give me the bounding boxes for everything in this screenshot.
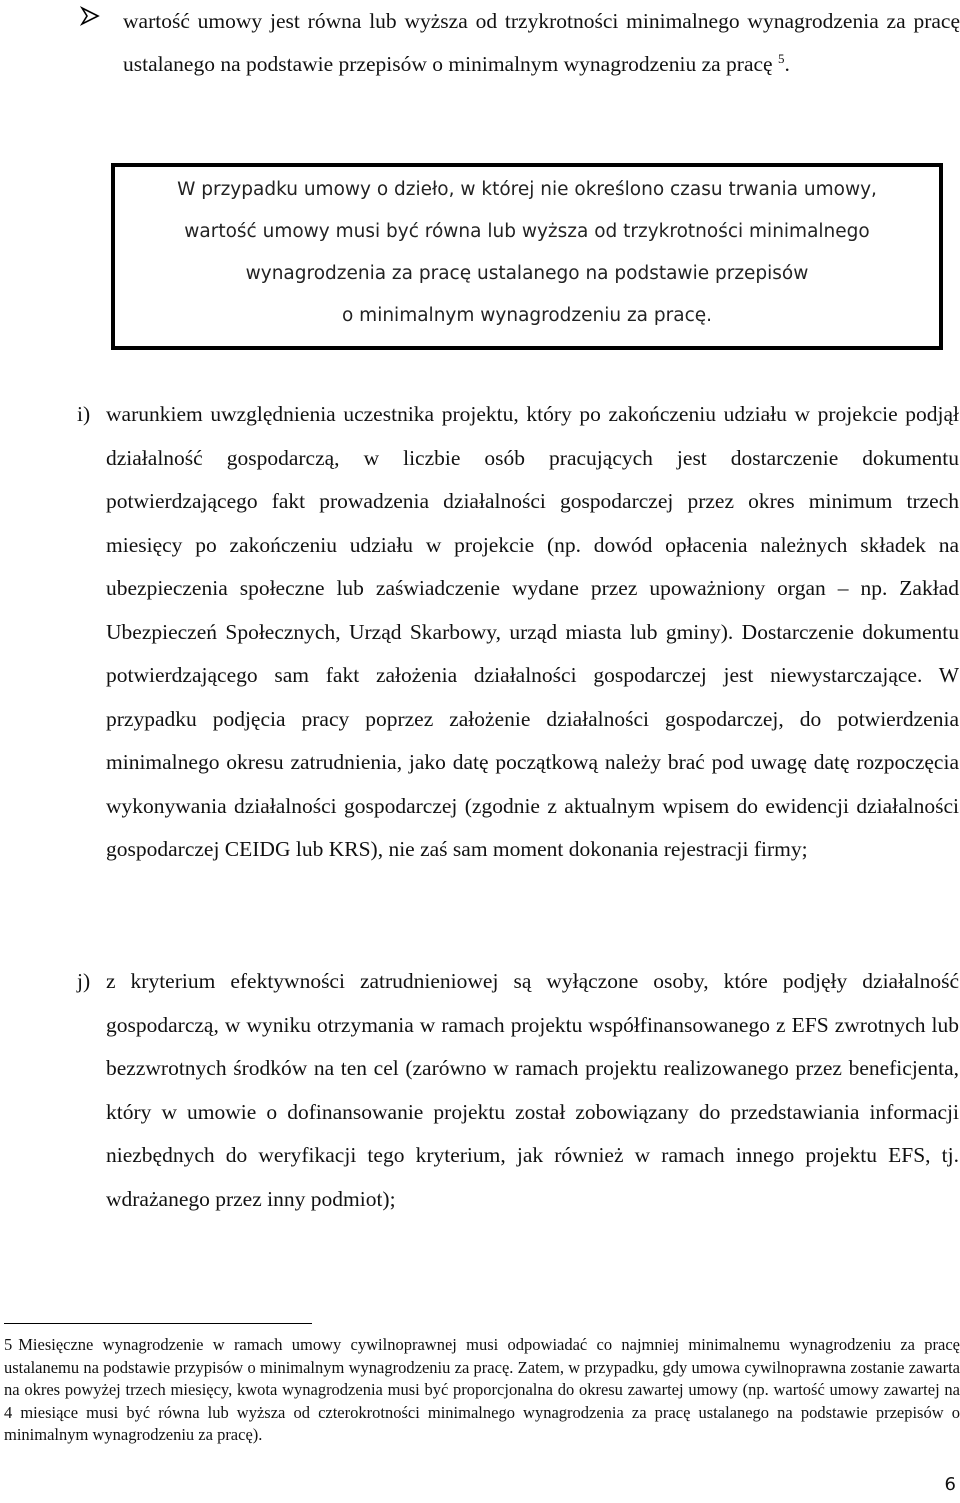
note-line: o minimalnym wynagrodzeniu za pracę. bbox=[341, 305, 713, 326]
arrow-bullet-icon bbox=[80, 6, 100, 26]
item-letter: j) bbox=[77, 969, 91, 993]
page-number: 6 bbox=[944, 1474, 956, 1495]
bullet-text bbox=[123, 0, 960, 85]
note-line: W przypadku umowy o dzieło, w której nie określono czasu trwania umowy, bbox=[177, 179, 877, 200]
footnote-reference[interactable]: 5 bbox=[777, 50, 785, 66]
note-line: wynagrodzenia za pracę ustalanego na podstawie przepisów bbox=[245, 263, 809, 284]
bullet-body: wartość umowy jest równa lub wyższa od trzykrotności minimalnego wynagrodzenia za pracę ustalanego na podstawie przepisów o minimalnym wynagrodzeniu za pracę bbox=[123, 9, 960, 76]
note-text bbox=[115, 169, 939, 337]
item-text: z kryterium efektywności zatrudnieniowej są wyłączone osoby, które podjęły działalność gospodarczą, w wyniku otrzymania w ramach projektu współfinansowanego z EFS zwrotnych lub bezzwrotnych środków na ten cel (zarówno w ramach projektu realizowanego przez beneficjenta, który w umowie o dofinansowanie projektu został zobowiązany do przedstawiania informacji niezbędnych do weryfikacji tego kryterium, jak również w ramach innego projektu EFS, tj. wdrażanego przez inny podmiot); bbox=[106, 969, 959, 1211]
boxed-note bbox=[111, 163, 943, 350]
item-text: warunkiem uwzględnienia uczestnika projektu, który po zakończeniu udziału w projekcie podjął działalność gospodarczą, w liczbie osób pracujących jest dostarczenie dokumentu potwierdzającego fakt prowadzenia działalności gospodarczej przez okres minimum trzech miesięcy po zakończeniu udziału w projekcie (np. dowód opłacenia należnych składek na ubezpieczenia społeczne lub zaświadczenie wydane przez upoważniony organ – np. Zakład Ubezpieczeń Społecznych, Urząd Skarbowy, urząd miasta lub gminy). Dostarczenie dokumentu potwierdzającego sam fakt założenia działalności gospodarczej jest niewystarczające. W przypadku podjęcia pracy poprzez założenie działalności gospodarczej, do potwierdzenia minimalnego okresu zatrudnienia, jako datę początkową należy brać pod uwagę datę rozpoczęcia wykonywania działalności gospodarczej (zgodnie z aktualnym wpisem do ewidencji działalności gospodarczej CEIDG lub KRS), nie zaś sam moment dokonania rejestracji firmy; bbox=[106, 402, 959, 861]
footnote-text: Miesięczne wynagrodzenie w ramach umowy cywilnoprawnej musi odpowiadać co najmniej minimalnemu wynagrodzeniu za pracę ustalanemu na podstawie przypisów o minimalnym wynagrodzeniu za pracę. Zatem, w przypadku, gdy umowa cywilnoprawna zostanie zawarta na okres powyżej trzech miesięcy, kwota wynagrodzenia musi być proporcjonalna do okresu zawartej umowy (np. wartość umowy zawartej na 4 miesiące musi być równa lub wyższa od czterokrotności minimalnego wynagrodzenia za pracę ustalanego na podstawie przepisów o minimalnym wynagrodzeniu za pracę). bbox=[4, 1335, 960, 1445]
footnote bbox=[4, 1334, 960, 1447]
item-letter: i) bbox=[77, 402, 91, 426]
note-line: wartość umowy musi być równa lub wyższa od trzykrotności minimalnego bbox=[184, 221, 870, 242]
bullet-tail: . bbox=[784, 51, 790, 76]
footnote-number: 5 bbox=[4, 1335, 13, 1354]
footnote-separator bbox=[4, 1323, 312, 1324]
